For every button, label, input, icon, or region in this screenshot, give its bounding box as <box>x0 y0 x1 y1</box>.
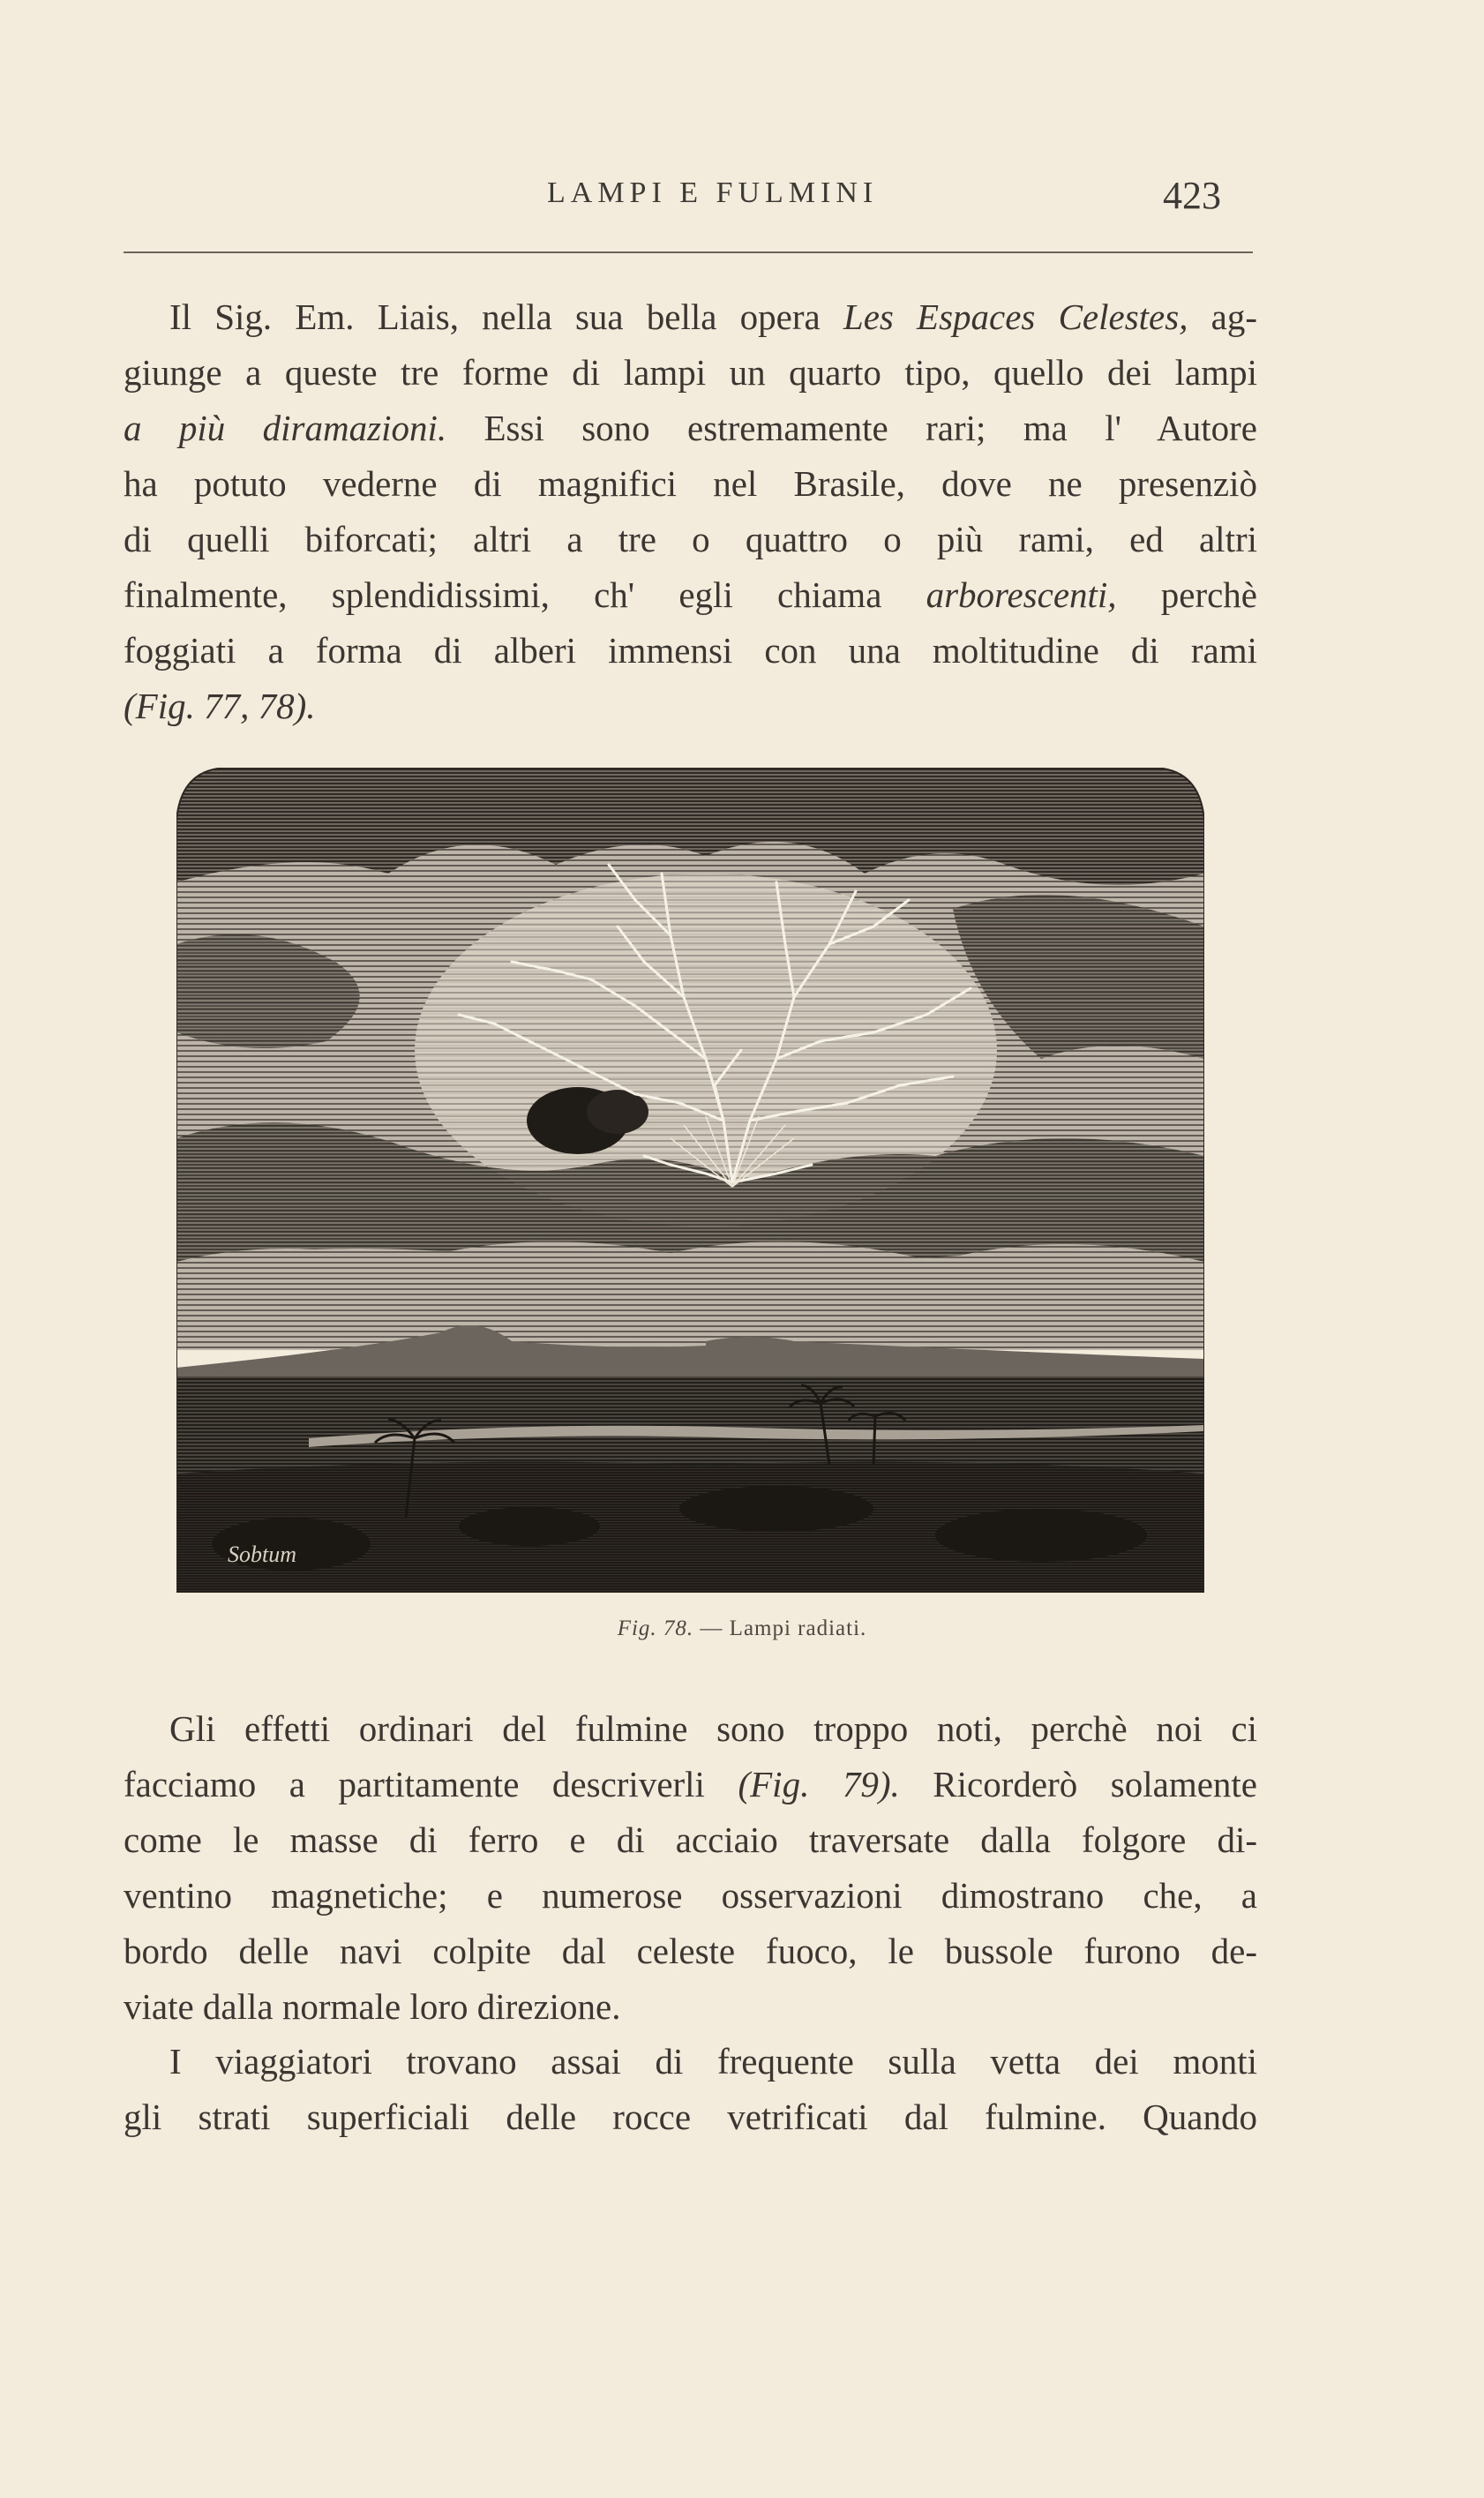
caption-text: — Lampi radiati. <box>700 1617 867 1640</box>
text-line <box>124 401 1257 456</box>
text-run: Ricorderò solamente <box>899 1764 1257 1804</box>
text-line: ventino magnetiche; e numerose osservazioni dimostrano che, a <box>124 1875 1257 1916</box>
italic-term: arborescenti, <box>926 574 1117 615</box>
paragraph-travellers <box>124 2034 1257 2145</box>
text-run: finalmente, splendidissimi, ch' egli chiama <box>124 574 926 615</box>
text-line: Gli effetti ordinari del fulmine sono troppo noti, perchè noi ci <box>169 1708 1257 1749</box>
text-line: di quelli biforcati; altri a tre o quattro o più rami, ed altri <box>124 519 1257 559</box>
engraving-radiating-lightning <box>176 768 1204 1593</box>
text-line <box>124 679 1257 734</box>
italic-term: a più diramazioni. <box>124 408 447 448</box>
text-line: I viaggiatori trovano assai di frequente sulla vetta dei monti <box>169 2041 1257 2082</box>
text-run: facciamo a partitamente descriverli <box>124 1764 738 1804</box>
text-line: viate dalla normale loro direzione. <box>124 1986 621 2027</box>
text-line: foggiati a forma di alberi immensi con una moltitudine di rami <box>124 630 1257 671</box>
running-title: LAMPI E FULMINI <box>547 176 879 209</box>
text-run: Essi sono estremamente rari; ma l' Autore <box>446 408 1257 448</box>
text-line <box>124 567 1257 623</box>
engraver-signature: Sobtum <box>228 1542 296 1567</box>
text-line: come le masse di ferro e di acciaio traversate dalla folgore di- <box>124 1819 1257 1860</box>
header-rule <box>124 251 1253 253</box>
text-line: ha potuto vederne di magnifici nel Brasile, dove ne presenziò <box>124 463 1257 504</box>
italic-title: Les Espaces Celestes, <box>843 296 1188 337</box>
paragraph-effects <box>124 1701 1257 2035</box>
text-line: bordo delle navi colpite dal celeste fuoco, le bussole furono de- <box>124 1931 1257 1971</box>
running-head <box>0 176 1484 229</box>
text-run: ag- <box>1188 296 1257 337</box>
figure-reference: (Fig. 79). <box>738 1764 900 1804</box>
text-run: perchè <box>1116 574 1257 615</box>
figure-caption <box>0 1617 1484 1641</box>
engraving-image <box>176 768 1204 1593</box>
text-line: gli strati superficiali delle rocce vetrificati dal fulmine. Quando <box>124 2097 1257 2137</box>
text-line: giunge a queste tre forme di lampi un quarto tipo, quello dei lampi <box>124 352 1257 393</box>
text-line <box>124 1757 1257 1812</box>
figure-reference: (Fig. 77, 78). <box>124 686 316 726</box>
text-run: Il Sig. Em. Liais, nella sua bella opera <box>169 296 843 337</box>
text-line <box>124 289 1257 345</box>
caption-label: Fig. 78. <box>617 1617 694 1640</box>
page-number: 423 <box>1163 174 1221 217</box>
paragraph-liais <box>124 289 1257 734</box>
